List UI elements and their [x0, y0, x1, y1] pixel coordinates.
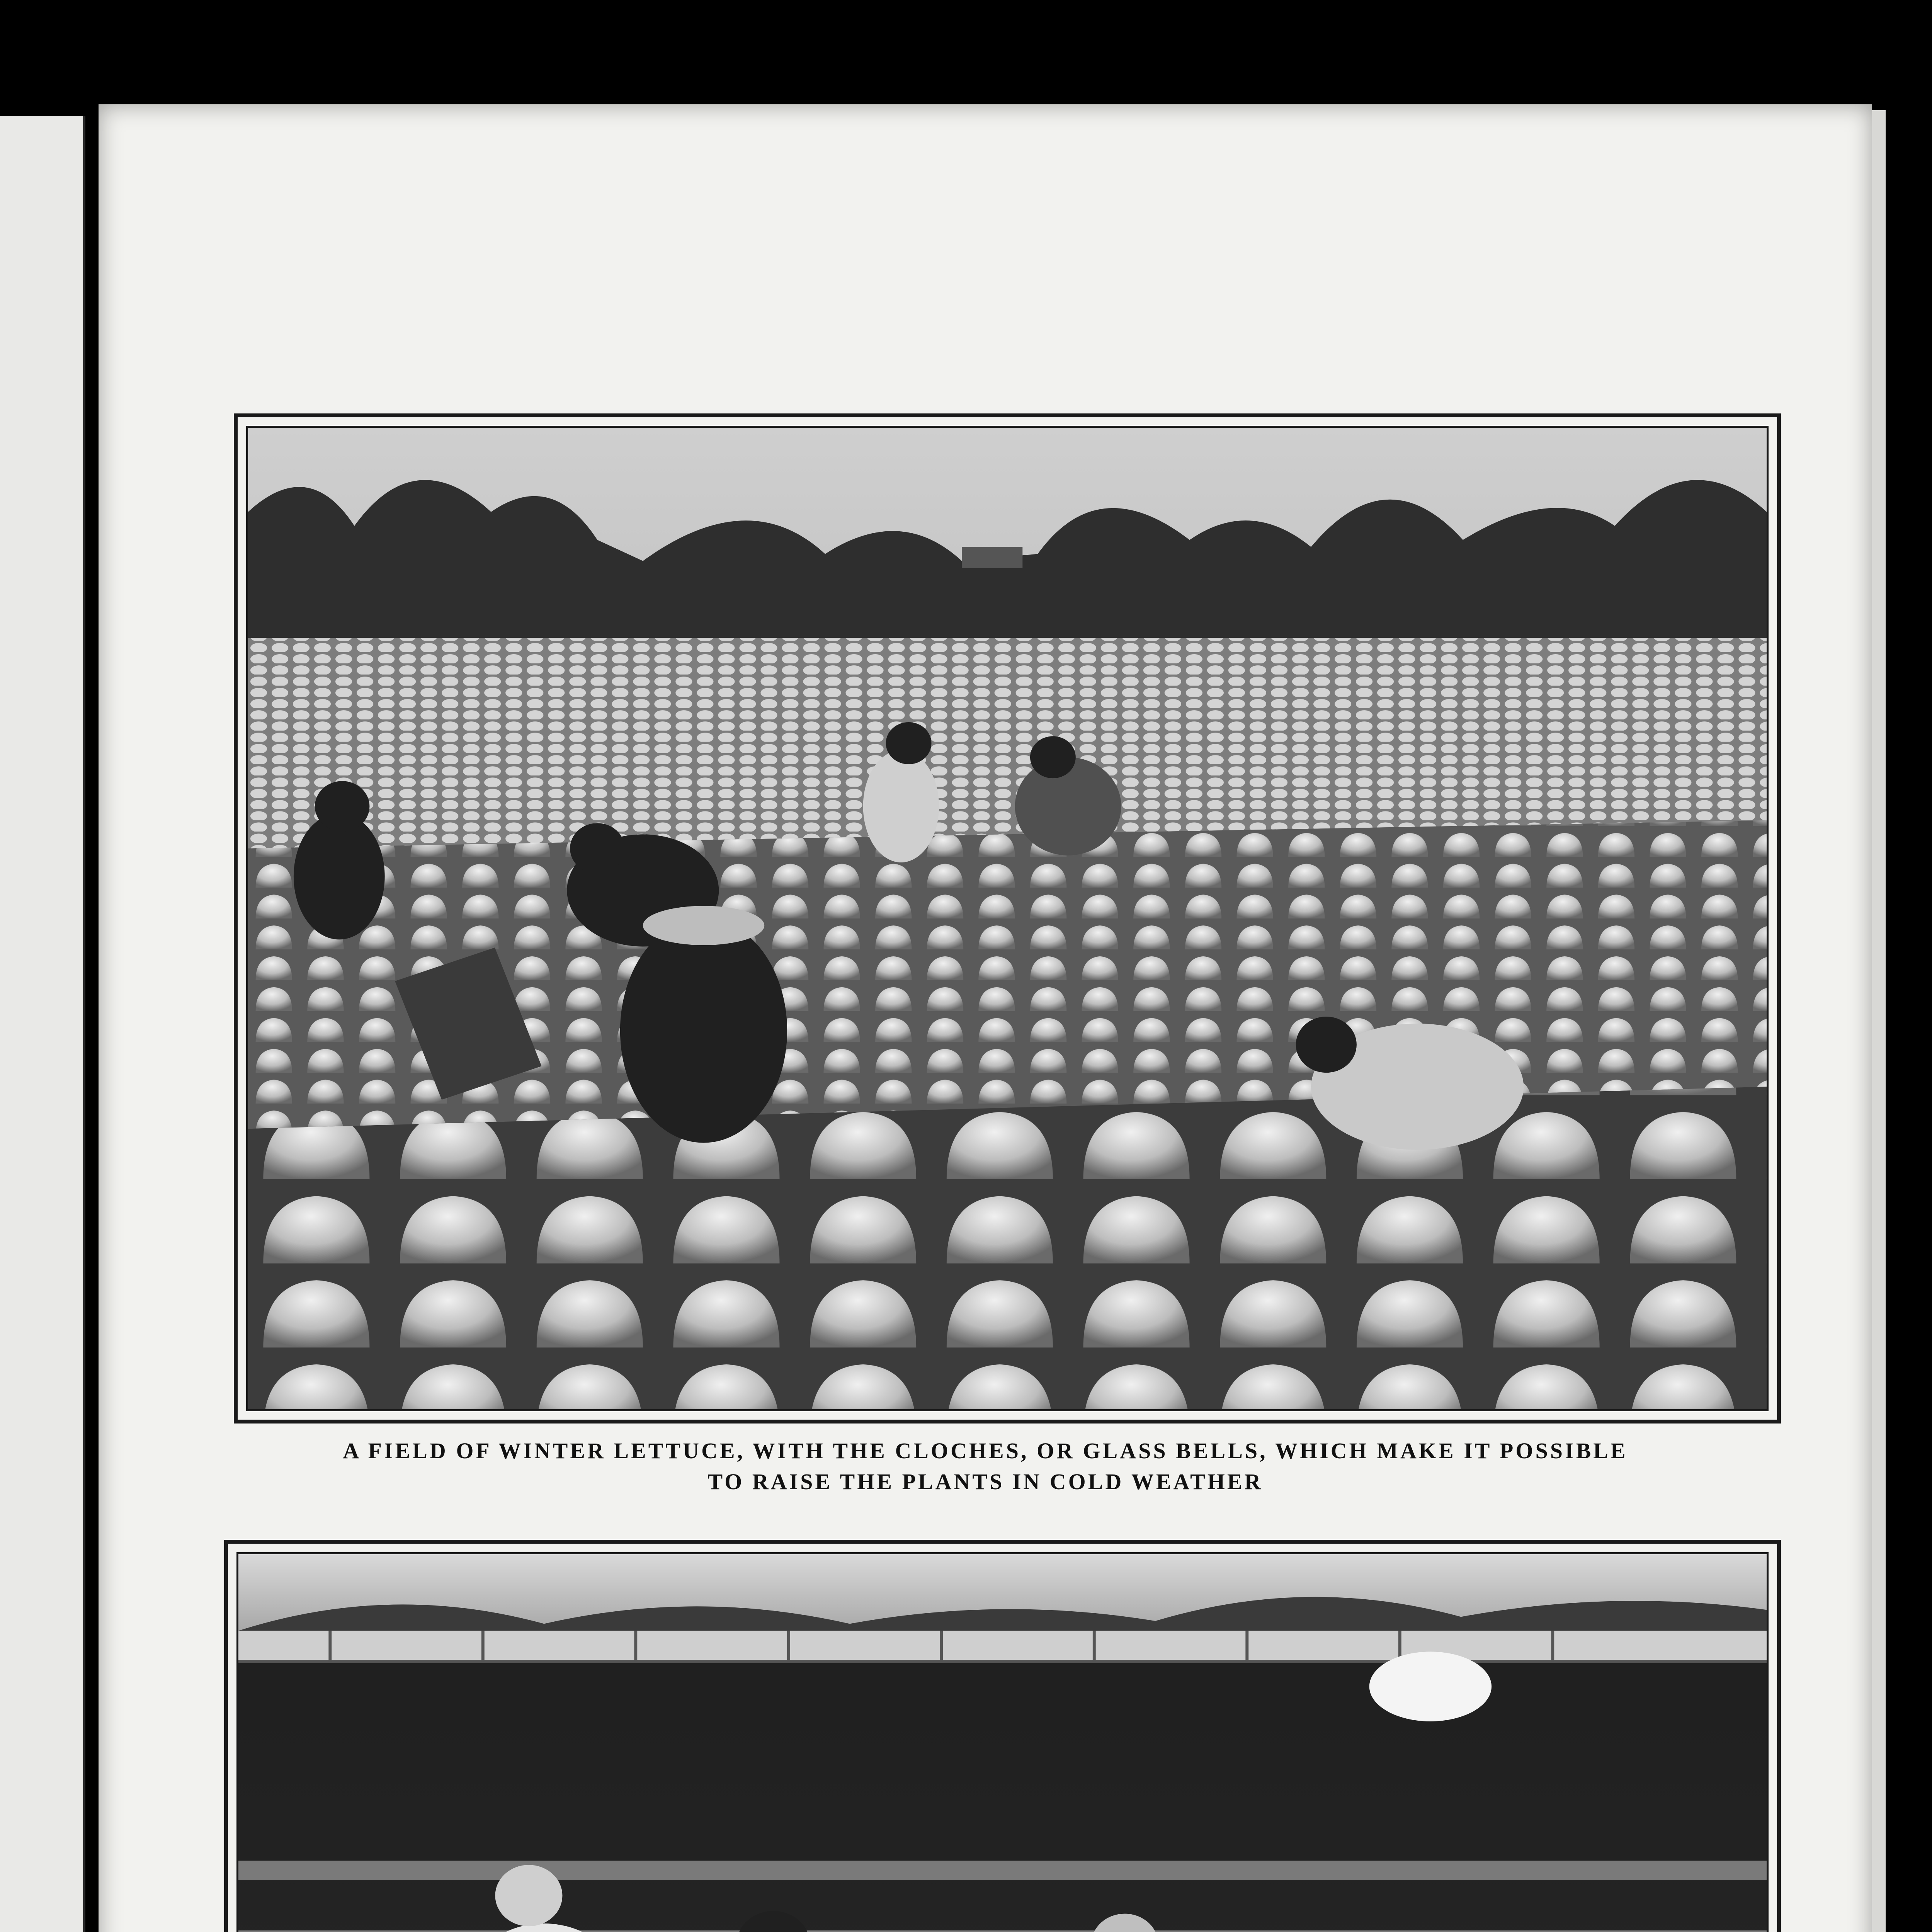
- photo-frame-cauliflower: [224, 1540, 1781, 1932]
- caption-lettuce-line1: A FIELD OF WINTER LETTUCE, WITH THE CLOCHES, OR GLASS BELLS, WHICH MAKE IT POSSIBLE: [343, 1438, 1628, 1463]
- previous-page-edge: [0, 116, 85, 1932]
- photo-border: [236, 1552, 1769, 1932]
- photo-border: [246, 426, 1769, 1411]
- caption-lettuce: [99, 1435, 1872, 1497]
- photo-frame-lettuce: [234, 413, 1781, 1423]
- lettuce-field-photo: [248, 428, 1767, 1409]
- magazine-page: [99, 104, 1872, 1932]
- weeding-frames-photo: [238, 1554, 1767, 1932]
- next-page-edge: [1872, 110, 1886, 1932]
- caption-lettuce-line2: TO RAISE THE PLANTS IN COLD WEATHER: [707, 1469, 1263, 1494]
